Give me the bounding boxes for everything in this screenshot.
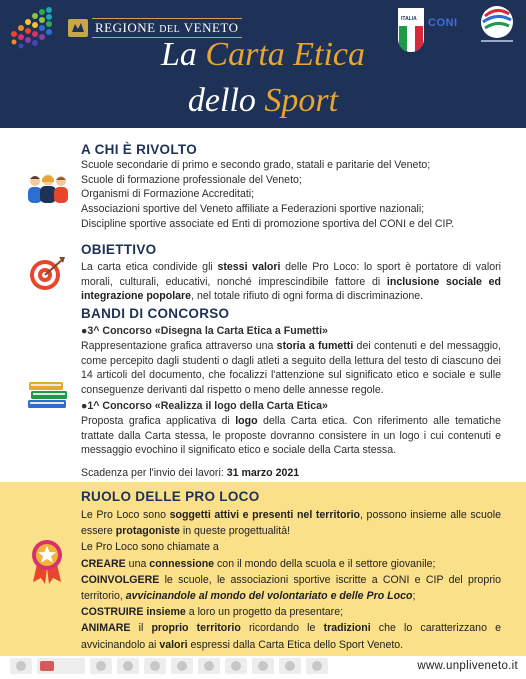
sponsor-logo <box>279 658 301 674</box>
sponsor-logos <box>10 658 328 674</box>
star-medal-icon <box>29 538 65 584</box>
section-title-bandi: BANDI DI CONCORSO <box>81 306 230 321</box>
list-item: Discipline sportive associate ed Enti di promozione sportiva del CONI e del CIP. <box>81 217 455 230</box>
section-title-a-chi: A CHI È RIVOLTO <box>81 142 198 157</box>
sponsor-logo <box>90 658 112 674</box>
sponsor-logo <box>10 658 32 674</box>
deadline: Scadenza per l'invio dei lavori: 31 marzo 2021 <box>81 467 300 479</box>
sponsor-logo <box>37 658 85 674</box>
section-title-ruolo: RUOLO DELLE PRO LOCO <box>81 489 260 504</box>
regione-label: REGIONE DEL VENETO <box>92 18 242 38</box>
title-line-2: dello Sport <box>187 82 339 119</box>
website-link[interactable]: www.unpliveneto.it <box>417 660 518 672</box>
coni-label: CONI <box>428 17 458 29</box>
sponsor-logo <box>252 658 274 674</box>
list-item: Scuole secondarie di primo e secondo grado, statali e paritarie del Veneto; <box>81 159 431 171</box>
list-item: Organismi di Formazione Accreditati; <box>81 188 255 201</box>
sponsor-logo <box>198 658 220 674</box>
concorso-3-title: ●3^ Concorso «Disegna la Carta Etica a Fumetti» <box>81 325 328 337</box>
ruolo-paragraph: Le Pro Loco sono soggetti attivi e presenti nel territorio, possono insieme alle scuole essere protagoniste in queste progettualità! Le Pro Loco sono chiamate a CREARE una connessione con il mondo della scuola e il settore giovanile; COINVOLGERE le scuole, le associazioni sportive iscritte a CONI e CIP del proprio territorio, avvicinandole al mondo del volontariato e delle Pro Loco; COSTRUIRE insieme a loro un progetto da presentare; ANIMARE il proprio territorio ricordando le tradizioni che lo caratterizzano e avvicinandolo ai valori espressi dalla Carta Etica dello Sport Veneto. <box>81 509 501 651</box>
a-chi-list <box>81 158 501 232</box>
coni-shield-icon: ITALIA <box>398 8 424 52</box>
title-line-1: La Carta Etica <box>160 36 366 73</box>
list-item: Associazioni sportive del Veneto affiliate a Federazioni sportive nazionali; <box>81 203 425 216</box>
sponsor-logo <box>306 658 328 674</box>
sponsor-logo <box>171 658 193 674</box>
header-banner <box>0 0 526 128</box>
obiettivo-paragraph: La carta etica condivide gli stessi valori delle Pro Loco: lo sport è portatore di valori morali, culturali, educativi, nonché imprescindibile fattore di inclusione sociale ed integrazione popolare, nel totale rifiuto di ogni forma di discriminazione. <box>81 261 501 303</box>
section-title-obiettivo: OBIETTIVO <box>81 242 157 257</box>
sponsor-logo <box>225 658 247 674</box>
sponsor-logo <box>144 658 166 674</box>
concorso-1-title: ●1^ Concorso «Realizza il logo della Carta Etica» <box>81 400 328 412</box>
books-stack-icon <box>25 380 71 410</box>
target-arrow-icon <box>27 255 67 293</box>
people-group-icon <box>25 173 71 203</box>
list-item: Scuole di formazione professionale del Veneto; <box>81 173 302 186</box>
concorso-1-description: Proposta grafica applicativa di logo della Carta etica. Con riferimento alle tematiche trattate dalla Carta stessa, le proposte dovranno consistere in un logo i cui contenuti e messaggio evochino il significato etico e sociale della Carta stessa. <box>81 415 501 457</box>
sponsor-logo <box>117 658 139 674</box>
concorso-3-description: Rappresentazione grafica attraverso una storia a fumetti dei contenuti e del messaggio, come percepito dagli studenti o dagli atleti a seguito della lettura del testo di ciascuno dei 14 articoli del documento, che focalizzi l'attenzione sul significato etico e sociale e sulle conseguenze derivanti dal rispetto o meno delle annesse regole. <box>81 340 501 397</box>
